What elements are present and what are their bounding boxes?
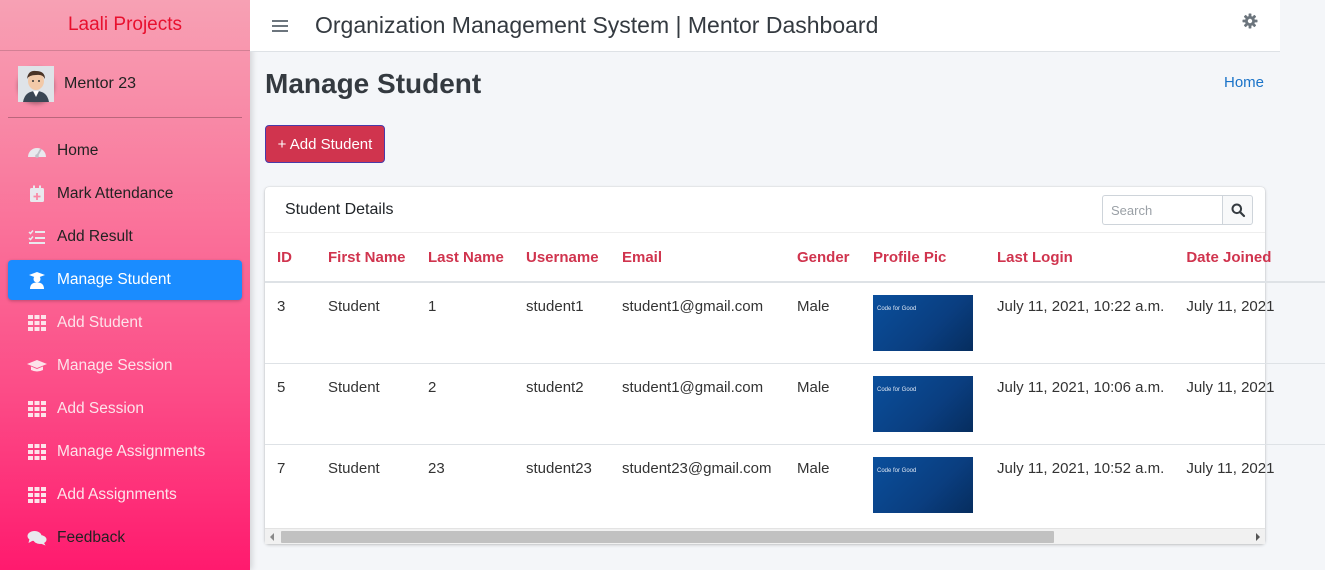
cell-last-name: 23 <box>428 459 445 477</box>
sidebar-item-add-assignments[interactable] <box>8 475 242 515</box>
cell-email: student1@gmail.com <box>610 282 785 363</box>
column-header-username[interactable]: Username <box>514 233 610 282</box>
search-group <box>1102 195 1253 225</box>
profile-pic-text: Code for Good <box>877 306 917 312</box>
scroll-left-icon[interactable] <box>270 533 274 541</box>
horizontal-scrollbar[interactable] <box>265 528 1265 544</box>
cell-first-name: Student <box>316 282 416 363</box>
sidebar-item-label: Home <box>57 142 99 159</box>
column-header-profile-pic[interactable]: Profile Pic <box>861 233 985 282</box>
sidebar-item-label: Add Student <box>57 314 143 331</box>
breadcrumb-home[interactable]: Home <box>1223 74 1264 91</box>
cell-profile-pic <box>861 444 985 525</box>
add-student-button[interactable]: + Add Student <box>265 125 385 163</box>
column-header-last-login[interactable]: Last Login <box>985 233 1174 282</box>
sidebar-item-label: Add Assignments <box>57 486 177 503</box>
column-header-date-joined[interactable]: Date Joined <box>1174 233 1325 282</box>
sidebar-item-label: Add Session <box>57 400 145 417</box>
scroll-right-icon[interactable] <box>1256 533 1260 541</box>
sidebar-item-home[interactable] <box>8 131 242 171</box>
table-row <box>265 444 1325 525</box>
column-header-id[interactable]: ID <box>265 233 316 282</box>
cell-gender: Male <box>785 282 861 363</box>
column-header-last-name[interactable]: Last Name <box>416 233 514 282</box>
cell-email: student1@gmail.com <box>610 363 785 444</box>
avatar[interactable] <box>18 66 54 102</box>
students-table <box>265 233 1325 525</box>
column-header-email[interactable]: Email <box>610 233 785 282</box>
profile-pic-text: Code for Good <box>877 467 917 474</box>
sidebar-item-feedback[interactable] <box>8 518 242 558</box>
search-button[interactable] <box>1222 195 1253 225</box>
cell-id: 5 <box>265 363 316 444</box>
gear-icon[interactable] <box>1242 13 1258 34</box>
profile-pic[interactable] <box>873 376 973 432</box>
table-header-row <box>265 233 1325 282</box>
card-title: Student Details <box>285 201 394 218</box>
sidebar-item-add-result[interactable] <box>8 217 242 257</box>
sidebar <box>0 0 250 570</box>
profile-pic-text: Code for Good <box>877 386 917 393</box>
sidebar-item-manage-student[interactable] <box>8 260 242 300</box>
cell-last-login: July 11, 2021, 10:22 a.m. <box>985 282 1174 363</box>
cell-date-joined: July 11, 2021 <box>1174 282 1325 363</box>
cell-id: 3 <box>265 282 316 363</box>
system-title: Organization Management System | Mentor Dashboard <box>315 12 879 38</box>
sidebar-item-manage-session[interactable] <box>8 346 242 386</box>
column-header-first-name[interactable]: First Name <box>316 233 416 282</box>
menu-toggle-icon[interactable] <box>272 17 288 35</box>
sidebar-item-label: Add Result <box>57 228 133 245</box>
cell-profile-pic <box>861 363 985 444</box>
user-name[interactable]: Mentor 23 <box>64 75 137 92</box>
sidebar-item-mark-attendance[interactable] <box>8 174 242 214</box>
dashboard-icon <box>27 142 47 160</box>
topbar <box>250 0 1280 52</box>
calendar-plus-icon <box>27 185 47 203</box>
grid-icon <box>27 486 47 504</box>
grid-icon <box>27 400 47 418</box>
cell-first-name: Student <box>328 459 380 477</box>
cell-last-login: July 11, 2021, 10:06 a.m. <box>985 363 1174 444</box>
user-graduate-icon <box>27 271 47 289</box>
grid-icon <box>27 314 47 332</box>
cell-profile-pic <box>861 282 985 363</box>
sidebar-item-add-session[interactable] <box>8 389 242 429</box>
cell-username: student1 <box>514 282 610 363</box>
search-input[interactable] <box>1102 195 1222 225</box>
cell-username: student2 <box>514 363 610 444</box>
list-check-icon <box>27 228 47 246</box>
grid-icon <box>27 443 47 461</box>
cell-email: student23@gmail.com <box>622 459 772 477</box>
comments-icon <box>27 529 47 547</box>
sidebar-item-label: Manage Student <box>57 271 171 288</box>
cell-gender: Male <box>785 363 861 444</box>
cell-id: 7 <box>277 459 286 477</box>
cell-username: student23 <box>526 459 592 477</box>
sidebar-item-manage-assignments[interactable] <box>8 432 242 472</box>
cell-last-name: 1 <box>416 282 514 363</box>
table-row <box>265 363 1325 444</box>
graduation-cap-icon <box>27 357 47 375</box>
table-row <box>265 282 1325 363</box>
sidebar-item-label: Feedback <box>57 529 126 546</box>
brand-title[interactable]: Laali Projects <box>67 14 183 35</box>
card-header <box>265 187 1265 233</box>
page-title: Manage Student <box>265 68 482 99</box>
sidebar-item-label: Mark Attendance <box>57 185 174 202</box>
student-details-card <box>265 187 1275 544</box>
sidebar-item-add-student[interactable] <box>8 303 242 343</box>
sidebar-item-label: Manage Assignments <box>57 443 206 460</box>
cell-gender: Male <box>797 459 830 477</box>
cell-last-name: 2 <box>416 363 514 444</box>
cell-date-joined: July 11, 2021 <box>1174 363 1325 444</box>
search-icon <box>1231 203 1245 217</box>
sidebar-nav <box>0 131 250 558</box>
cell-date-joined: July 11, 2021 <box>1186 459 1275 477</box>
scrollbar-thumb[interactable] <box>281 531 1054 543</box>
cell-last-login: July 11, 2021, 10:52 a.m. <box>997 459 1165 477</box>
profile-pic[interactable] <box>873 295 973 351</box>
table-container <box>265 233 1275 527</box>
brand[interactable] <box>0 0 250 51</box>
column-header-gender[interactable]: Gender <box>785 233 861 282</box>
profile-pic[interactable] <box>873 457 973 513</box>
cell-first-name: Student <box>316 363 416 444</box>
user-panel <box>8 51 242 118</box>
sidebar-item-label: Manage Session <box>57 357 173 374</box>
